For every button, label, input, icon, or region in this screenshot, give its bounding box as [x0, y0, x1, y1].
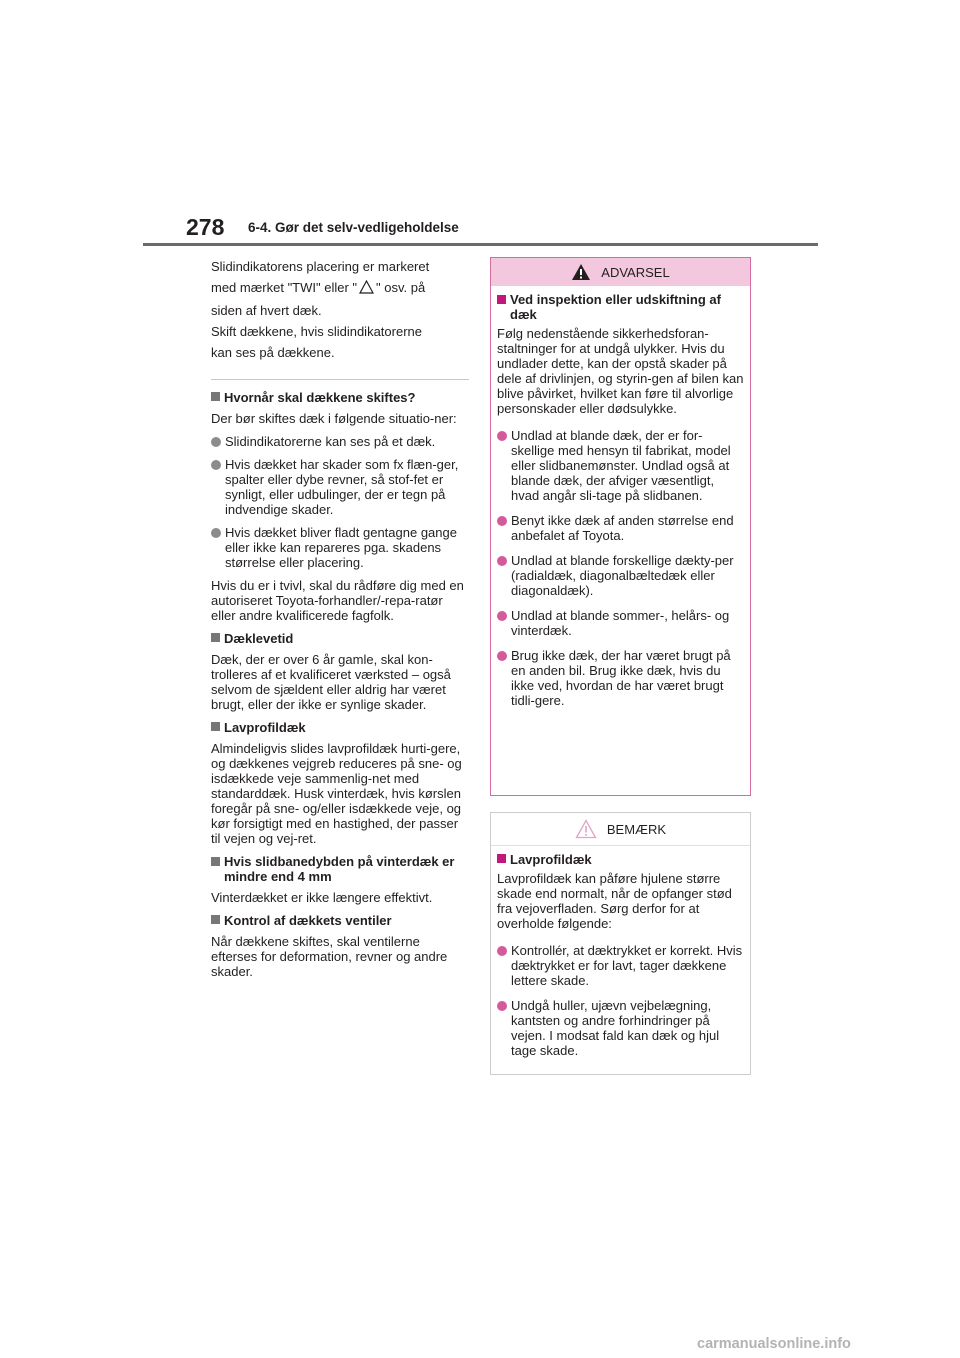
heading-text: Kontrol af dækkets ventiler [224, 913, 392, 928]
paragraph: Der bør skiftes dæk i følgende situatio-ner: [211, 411, 457, 426]
heading-square-icon [211, 392, 220, 401]
heading-square-icon [497, 295, 506, 304]
notice-header [491, 813, 750, 846]
paragraph: Vinterdækket er ikke længere effektivt. [211, 890, 433, 905]
heading-low-profile [211, 720, 469, 735]
heading-when-change [211, 390, 469, 405]
intro-line: Slidindikatorens placering er markeret [211, 259, 430, 274]
bullet-item: Hvis dækket har skader som fx flæn-ger, spalter eller dybe revner, så stof-fet er synligt, eller udbulinger, der er tegn på indvendige skader. [211, 457, 469, 517]
notice-heading [497, 852, 744, 867]
heading-text: Hvis slidbanedybden på vinterdæk er mindre end 4 mm [224, 854, 455, 884]
warning-box [490, 257, 751, 796]
intro-line: siden af hvert dæk. [211, 303, 322, 318]
paragraph: Hvis du er i tvivl, skal du rådføre dig med en autoriseret Toyota-forhandler/-repa-ratør eller andre kvalificerede fagfolk. [211, 578, 464, 623]
heading-winter-tread [211, 854, 469, 884]
warning-bullet: Brug ikke dæk, der har været brugt på en anden bil. Brug ikke dæk, hvis du ikke ved, hvordan de har været brugt tidli-gere. [497, 648, 744, 708]
page-number: 278 [186, 214, 225, 240]
notice-body [491, 846, 750, 1058]
paragraph: Almindeligvis slides lavprofildæk hurti-gere, og dækkenes vejgreb reduceres på sne- og isdækkede veje sammenlig-net med standarddæk. Husk vinterdæk, hvis kørslen foregår på sne- og/eller isdækkede veje, og kør forsigtigt med en hastighed, der passer til vejen og vej-ret. [211, 741, 462, 846]
intro-line-with-symbol [211, 277, 469, 300]
paragraph: Når dækkene skiftes, skal ventilerne efterses for deformation, revner og andre skader. [211, 934, 448, 979]
column-divider [211, 379, 469, 380]
notice-paragraph: Lavprofildæk kan påføre hjulene større skade end normalt, når de opfanger stød fra vejoverfladen. Sørg derfor for at overholde følgende: [497, 871, 732, 931]
header-divider [143, 243, 818, 246]
bullet-item: Slidindikatorerne kan ses på et dæk. [211, 434, 469, 449]
warning-bullet: Undlad at blande forskellige dækty-per (radialdæk, diagonalbæltedæk eller diagonaldæk). [497, 553, 744, 598]
notice-triangle-icon [575, 819, 597, 839]
warning-bullet: Undlad at blande sommer-, helårs- og vinterdæk. [497, 608, 744, 638]
notice-bullet: Kontrollér, at dæktrykket er korrekt. Hvis dæktrykket er for lavt, tager dækkene lettere skade. [497, 943, 744, 988]
warning-heading [497, 292, 744, 322]
bullet-item: Hvis dækket bliver fladt gentagne gange eller ikke kan repareres pga. skadens størrelse eller placering. [211, 525, 469, 570]
heading-square-icon [211, 915, 220, 924]
heading-text: Lavprofildæk [510, 852, 592, 867]
watermark: carmanualsonline.info [697, 1336, 851, 1352]
warning-triangle-icon [571, 263, 591, 281]
heading-text: Hvornår skal dækkene skiftes? [224, 390, 416, 405]
intro-line: Skift dækkene, hvis slidindikatorerne [211, 324, 422, 339]
wear-indicator-triangle-icon [359, 279, 374, 300]
warning-header [491, 258, 750, 286]
heading-square-icon [497, 854, 506, 863]
intro-text [211, 256, 469, 363]
warning-body [491, 286, 750, 708]
heading-tire-lifetime [211, 631, 469, 646]
notice-bullet: Undgå huller, ujævn vejbelægning, kantsten og andre forhindringer på vejen. I modsat fald kan dæk og hjul tage skade. [497, 998, 744, 1058]
notice-title: BEMÆRK [606, 821, 667, 837]
heading-valves [211, 913, 469, 928]
notice-box [490, 812, 751, 1075]
heading-square-icon [211, 633, 220, 642]
intro-line-part: " osv. på [376, 280, 426, 295]
heading-square-icon [211, 722, 220, 731]
heading-text: Lavprofildæk [224, 720, 306, 735]
warning-paragraph: Følg nedenstående sikkerhedsforan-staltninger for at undgå ulykker. Hvis du undlader dette, kan der opstå skader på dele af drivlinjen, og styrin-gen af bilen kan blive påvirket, hvilket kan føre til alvorlige personskader eller dødsulykke. [497, 326, 744, 416]
warning-bullet: Undlad at blande dæk, der er for-skellige med hensyn til fabrikat, model eller slidbanemønster. Undlad også at blande dæk, der afviger væsentligt, hvad angår sli-tage på slidbanen. [497, 428, 744, 503]
left-column [211, 256, 469, 987]
section-title: 6-4. Gør det selv-vedligeholdelse [248, 220, 459, 235]
intro-line: kan ses på dækkene. [211, 345, 335, 360]
heading-text: Dæklevetid [224, 631, 294, 646]
heading-square-icon [211, 857, 220, 866]
paragraph: Dæk, der er over 6 år gamle, skal kon-trolleres af et kvalificeret værksted – også selvom de sjældent eller aldrig har været brugt, eller der ikke er synlige skader. [211, 652, 451, 712]
warning-title: ADVARSEL [601, 264, 670, 280]
heading-text: Ved inspektion eller udskiftning af dæk [510, 292, 721, 322]
warning-bullet: Benyt ikke dæk af anden størrelse end anbefalet af Toyota. [497, 513, 744, 543]
intro-line-part: med mærket "TWI" eller " [211, 280, 358, 295]
